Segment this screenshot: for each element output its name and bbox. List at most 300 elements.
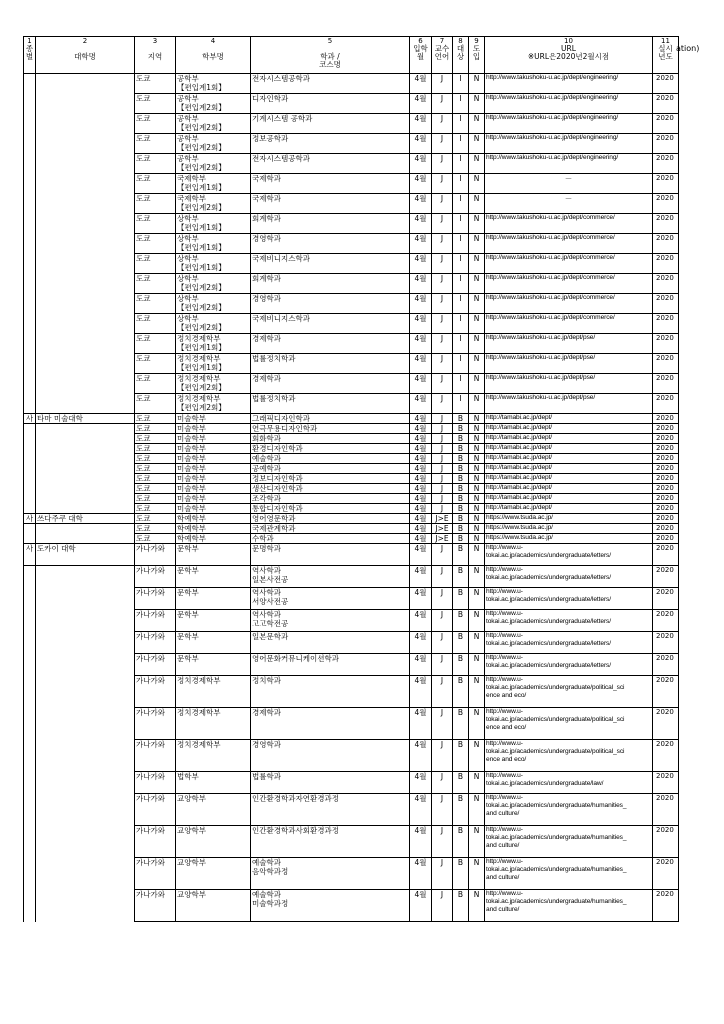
month-cell: 4월 xyxy=(410,434,432,444)
department-cell: 국제학과 xyxy=(251,194,410,214)
url-cell[interactable]: http://www.u- tokai.ac.jp/academics/undergraduate/political_sci ence and eco/ xyxy=(485,740,653,772)
type-cell xyxy=(24,484,36,494)
url-cell[interactable]: http://www.u- tokai.ac.jp/academics/undergraduate/humanities_ and culture/ xyxy=(485,890,653,922)
year-cell: 2020 xyxy=(653,610,679,632)
month-cell: 4월 xyxy=(410,194,432,214)
department-cell: 영어영문학과 xyxy=(251,514,410,524)
department-cell: 수학과 xyxy=(251,534,410,544)
intro-cell: N xyxy=(469,504,485,514)
month-cell: 4월 xyxy=(410,464,432,474)
region-cell: 도쿄 xyxy=(135,374,176,394)
intro-cell: N xyxy=(469,254,485,274)
year-cell: 2020 xyxy=(653,708,679,740)
intro-cell: N xyxy=(469,274,485,294)
month-cell: 4월 xyxy=(410,566,432,588)
university-cell xyxy=(36,588,135,610)
university-cell xyxy=(36,708,135,740)
url-cell[interactable]: http://www.u- tokai.ac.jp/academics/undergraduate/political_sci ence and eco/ xyxy=(485,676,653,708)
url-cell[interactable]: http://www.u- tokai.ac.jp/academics/undergraduate/humanities_ and culture/ xyxy=(485,794,653,826)
faculty-cell: 미술학부 xyxy=(176,494,251,504)
year-cell: 2020 xyxy=(653,858,679,890)
target-cell: I xyxy=(453,214,469,234)
region-cell: 가나가와 xyxy=(135,566,176,588)
university-cell xyxy=(36,484,135,494)
intro-cell: N xyxy=(469,794,485,826)
region-cell: 가나가와 xyxy=(135,740,176,772)
type-cell xyxy=(24,314,36,334)
language-cell: J>E xyxy=(432,534,453,544)
type-cell xyxy=(24,464,36,474)
target-cell: B xyxy=(453,474,469,484)
intro-cell: N xyxy=(469,294,485,314)
table-row xyxy=(24,444,679,454)
faculty-cell: 미술학부 xyxy=(176,414,251,424)
url-cell[interactable]: http://www.u- tokai.ac.jp/academics/undergraduate/letters/ xyxy=(485,566,653,588)
url-cell[interactable]: http://www.takushoku-u.ac.jp/dept/commerce/ xyxy=(485,314,653,334)
url-cell[interactable]: http://tamabi.ac.jp/dept/ xyxy=(485,414,653,424)
spreadsheet xyxy=(23,36,678,922)
month-cell: 4월 xyxy=(410,334,432,354)
language-cell: J xyxy=(432,174,453,194)
type-cell xyxy=(24,708,36,740)
intro-cell: N xyxy=(469,174,485,194)
university-cell xyxy=(36,610,135,632)
language-cell: J xyxy=(432,454,453,464)
region-cell: 가나가와 xyxy=(135,794,176,826)
language-cell: J xyxy=(432,394,453,414)
table-row xyxy=(24,858,679,890)
university-cell xyxy=(36,566,135,588)
type-cell xyxy=(24,654,36,676)
type-cell xyxy=(24,610,36,632)
faculty-cell: 문학부 xyxy=(176,544,251,566)
url-cell[interactable]: http://tamabi.ac.jp/dept/ xyxy=(485,424,653,434)
faculty-cell: 교양학부 xyxy=(176,826,251,858)
target-cell: B xyxy=(453,444,469,454)
type-cell xyxy=(24,794,36,826)
intro-cell: N xyxy=(469,214,485,234)
region-cell: 도쿄 xyxy=(135,354,176,374)
url-cell[interactable]: http://www.u- tokai.ac.jp/academics/undergraduate/law/ xyxy=(485,772,653,794)
type-cell xyxy=(24,234,36,254)
month-cell: 4월 xyxy=(410,826,432,858)
year-cell: 2020 xyxy=(653,504,679,514)
table-row xyxy=(24,826,679,858)
university-cell xyxy=(36,234,135,254)
month-cell: 4월 xyxy=(410,234,432,254)
department-cell: 국제비니지스학과 xyxy=(251,254,410,274)
faculty-cell: 정치경제학부 xyxy=(176,708,251,740)
region-cell: 도쿄 xyxy=(135,294,176,314)
language-cell: J xyxy=(432,708,453,740)
table-row xyxy=(24,534,679,544)
department-cell: 경제학과 xyxy=(251,708,410,740)
intro-cell: N xyxy=(469,588,485,610)
type-cell xyxy=(24,454,36,464)
region-cell: 도쿄 xyxy=(135,314,176,334)
year-cell: 2020 xyxy=(653,566,679,588)
type-cell xyxy=(24,334,36,354)
language-cell: J xyxy=(432,494,453,504)
intro-cell: N xyxy=(469,134,485,154)
url-cell[interactable]: https://www.tsuda.ac.jp/ xyxy=(485,524,653,534)
faculty-cell: 정치경제학부 xyxy=(176,740,251,772)
type-cell: 사 xyxy=(24,414,36,424)
url-cell[interactable]: http://tamabi.ac.jp/dept/ xyxy=(485,434,653,444)
department-cell: 경영학과 xyxy=(251,294,410,314)
university-cell xyxy=(36,890,135,922)
table-row xyxy=(24,414,679,424)
language-cell: J xyxy=(432,588,453,610)
year-cell: 2020 xyxy=(653,534,679,544)
region-cell: 가나가와 xyxy=(135,676,176,708)
url-cell[interactable]: http://tamabi.ac.jp/dept/ xyxy=(485,504,653,514)
intro-cell: N xyxy=(469,890,485,922)
url-cell[interactable]: http://www.u- tokai.ac.jp/academics/undergraduate/humanities_ and culture/ xyxy=(485,826,653,858)
target-cell: I xyxy=(453,74,469,94)
department-cell: 전자시스템공학과 xyxy=(251,74,410,94)
university-cell xyxy=(36,424,135,434)
url-cell[interactable]: http://www.u- tokai.ac.jp/academics/undergraduate/letters/ xyxy=(485,610,653,632)
university-cell xyxy=(36,174,135,194)
target-cell: B xyxy=(453,524,469,534)
table-row xyxy=(24,394,679,414)
url-cell[interactable]: http://www.takushoku-u.ac.jp/dept/commerce/ xyxy=(485,274,653,294)
language-cell: J xyxy=(432,504,453,514)
target-cell: B xyxy=(453,504,469,514)
col-header-intro: 9 도 입 xyxy=(469,37,485,74)
target-cell: I xyxy=(453,114,469,134)
month-cell: 4월 xyxy=(410,274,432,294)
faculty-cell: 국제학부 【편입계1회】 xyxy=(176,174,251,194)
year-cell: 2020 xyxy=(653,772,679,794)
table-body xyxy=(24,74,679,922)
university-cell xyxy=(36,454,135,464)
university-cell: 도카이 대학 xyxy=(36,544,135,566)
target-cell: I xyxy=(453,314,469,334)
university-cell xyxy=(36,524,135,534)
department-cell: 연극무용디자인학과 xyxy=(251,424,410,434)
year-cell: 2020 xyxy=(653,424,679,434)
university-cell xyxy=(36,794,135,826)
table-row xyxy=(24,484,679,494)
target-cell: B xyxy=(453,676,469,708)
url-cell[interactable]: http://tamabi.ac.jp/dept/ xyxy=(485,484,653,494)
year-cell: 2020 xyxy=(653,134,679,154)
table-row xyxy=(24,354,679,374)
url-cell[interactable]: http://www.takushoku-u.ac.jp/dept/engineering/ xyxy=(485,114,653,134)
university-cell xyxy=(36,134,135,154)
table-row xyxy=(24,154,679,174)
table-row xyxy=(24,314,679,334)
month-cell: 4월 xyxy=(410,632,432,654)
target-cell: B xyxy=(453,890,469,922)
faculty-cell: 정치경제학부 xyxy=(176,676,251,708)
year-cell: 2020 xyxy=(653,74,679,94)
overflow-text: ation) xyxy=(676,44,700,53)
table-row xyxy=(24,174,679,194)
url-cell[interactable]: http://www.u- tokai.ac.jp/academics/undergraduate/letters/ xyxy=(485,632,653,654)
intro-cell: N xyxy=(469,234,485,254)
table-row xyxy=(24,294,679,314)
target-cell: B xyxy=(453,424,469,434)
language-cell: J xyxy=(432,474,453,484)
region-cell: 도쿄 xyxy=(135,424,176,434)
url-cell[interactable]: http://tamabi.ac.jp/dept/ xyxy=(485,474,653,484)
year-cell: 2020 xyxy=(653,794,679,826)
url-cell[interactable]: http://www.takushoku-u.ac.jp/dept/commerce/ xyxy=(485,294,653,314)
university-cell xyxy=(36,474,135,484)
month-cell: 4월 xyxy=(410,454,432,464)
university-cell xyxy=(36,504,135,514)
region-cell: 도쿄 xyxy=(135,254,176,274)
url-cell[interactable]: http://tamabi.ac.jp/dept/ xyxy=(485,494,653,504)
year-cell: 2020 xyxy=(653,524,679,534)
language-cell: J xyxy=(432,424,453,434)
language-cell: J xyxy=(432,610,453,632)
url-cell[interactable]: http://www.u- tokai.ac.jp/academics/undergraduate/letters/ xyxy=(485,588,653,610)
table-row xyxy=(24,610,679,632)
faculty-cell: 정치경제학부 【편입계1회】 xyxy=(176,334,251,354)
url-cell[interactable]: http://www.takushoku-u.ac.jp/dept/pse/ xyxy=(485,394,653,414)
year-cell: 2020 xyxy=(653,826,679,858)
year-cell: 2020 xyxy=(653,174,679,194)
intro-cell: N xyxy=(469,114,485,134)
university-cell xyxy=(36,294,135,314)
month-cell: 4월 xyxy=(410,524,432,534)
col-header-month: 6 입학 월 xyxy=(410,37,432,74)
faculty-cell: 상학부 【편입계1회】 xyxy=(176,234,251,254)
target-cell: B xyxy=(453,514,469,524)
faculty-cell: 상학부 【편입계2회】 xyxy=(176,274,251,294)
department-cell: 문명학과 xyxy=(251,544,410,566)
month-cell: 4월 xyxy=(410,654,432,676)
month-cell: 4월 xyxy=(410,772,432,794)
university-cell xyxy=(36,654,135,676)
url-cell[interactable]: http://www.takushoku-u.ac.jp/dept/pse/ xyxy=(485,354,653,374)
department-cell: 영어문화커뮤니케이션학과 xyxy=(251,654,410,676)
target-cell: B xyxy=(453,494,469,504)
year-cell: 2020 xyxy=(653,274,679,294)
university-cell xyxy=(36,114,135,134)
department-cell: 전자시스템공학과 xyxy=(251,154,410,174)
faculty-cell: 미술학부 xyxy=(176,434,251,444)
language-cell: J xyxy=(432,234,453,254)
department-cell: 일본문학과 xyxy=(251,632,410,654)
url-cell[interactable]: https://www.tsuda.ac.jp/ xyxy=(485,514,653,524)
url-cell[interactable]: http://www.takushoku-u.ac.jp/dept/pse/ xyxy=(485,374,653,394)
department-cell: 인간환경학과자연환경과정 xyxy=(251,794,410,826)
table-row xyxy=(24,474,679,484)
intro-cell: N xyxy=(469,514,485,524)
table-row xyxy=(24,214,679,234)
region-cell: 도쿄 xyxy=(135,94,176,114)
department-cell: 정치학과 xyxy=(251,676,410,708)
language-cell: J xyxy=(432,194,453,214)
target-cell: B xyxy=(453,464,469,474)
type-cell xyxy=(24,194,36,214)
month-cell: 4월 xyxy=(410,474,432,484)
faculty-cell: 상학부 【편입계2회】 xyxy=(176,314,251,334)
table-row xyxy=(24,654,679,676)
university-cell xyxy=(36,334,135,354)
year-cell: 2020 xyxy=(653,740,679,772)
language-cell: J xyxy=(432,566,453,588)
faculty-cell: 학예학부 xyxy=(176,534,251,544)
url-cell[interactable]: http://tamabi.ac.jp/dept/ xyxy=(485,454,653,464)
region-cell: 가나가와 xyxy=(135,858,176,890)
department-cell: 경영학과 xyxy=(251,740,410,772)
col-header-language: 7 교수 언어 xyxy=(432,37,453,74)
language-cell: J xyxy=(432,294,453,314)
month-cell: 4월 xyxy=(410,794,432,826)
department-cell: 회화학과 xyxy=(251,434,410,444)
table-row xyxy=(24,504,679,514)
col-header-url: 10 URL ※URL은2020년2월시점 xyxy=(485,37,653,74)
month-cell: 4월 xyxy=(410,74,432,94)
region-cell: 가나가와 xyxy=(135,632,176,654)
month-cell: 4월 xyxy=(410,254,432,274)
url-cell[interactable]: http://www.u- tokai.ac.jp/academics/undergraduate/letters/ xyxy=(485,544,653,566)
month-cell: 4월 xyxy=(410,94,432,114)
language-cell: J>E xyxy=(432,514,453,524)
university-cell xyxy=(36,826,135,858)
intro-cell: N xyxy=(469,544,485,566)
intro-cell: N xyxy=(469,494,485,504)
target-cell: B xyxy=(453,454,469,464)
url-cell[interactable]: https://www.tsuda.ac.jp/ xyxy=(485,534,653,544)
region-cell: 도쿄 xyxy=(135,454,176,464)
type-cell xyxy=(24,214,36,234)
year-cell: 2020 xyxy=(653,314,679,334)
url-cell[interactable]: http://www.takushoku-u.ac.jp/dept/commerce/ xyxy=(485,254,653,274)
url-cell[interactable]: － xyxy=(485,174,653,194)
intro-cell: N xyxy=(469,154,485,174)
target-cell: I xyxy=(453,194,469,214)
url-cell[interactable]: http://www.takushoku-u.ac.jp/dept/engineering/ xyxy=(485,74,653,94)
url-cell[interactable]: http://www.takushoku-u.ac.jp/dept/pse/ xyxy=(485,334,653,354)
university-cell xyxy=(36,154,135,174)
department-cell: 생산디자인학과 xyxy=(251,484,410,494)
university-table xyxy=(23,36,679,922)
target-cell: I xyxy=(453,154,469,174)
url-cell[interactable]: － xyxy=(485,194,653,214)
region-cell: 도쿄 xyxy=(135,524,176,534)
faculty-cell: 미술학부 xyxy=(176,474,251,484)
target-cell: I xyxy=(453,274,469,294)
faculty-cell: 교양학부 xyxy=(176,858,251,890)
url-cell[interactable]: http://www.u- tokai.ac.jp/academics/undergraduate/political_sci ence and eco/ xyxy=(485,708,653,740)
type-cell xyxy=(24,394,36,414)
col-header-type: 1 종 별 xyxy=(24,37,36,74)
region-cell: 도쿄 xyxy=(135,274,176,294)
department-cell: 국제학과 xyxy=(251,174,410,194)
faculty-cell: 미술학부 xyxy=(176,454,251,464)
target-cell: B xyxy=(453,772,469,794)
language-cell: J xyxy=(432,94,453,114)
intro-cell: N xyxy=(469,740,485,772)
url-cell[interactable]: http://www.u- tokai.ac.jp/academics/undergraduate/letters/ xyxy=(485,654,653,676)
url-cell[interactable]: http://tamabi.ac.jp/dept/ xyxy=(485,464,653,474)
language-cell: J xyxy=(432,114,453,134)
department-cell: 예술학과 음악학과정 xyxy=(251,858,410,890)
faculty-cell: 문학부 xyxy=(176,610,251,632)
url-cell[interactable]: http://www.u- tokai.ac.jp/academics/undergraduate/humanities_ and culture/ xyxy=(485,858,653,890)
university-cell xyxy=(36,444,135,454)
region-cell: 도쿄 xyxy=(135,474,176,484)
table-row xyxy=(24,740,679,772)
university-cell xyxy=(36,254,135,274)
faculty-cell: 문학부 xyxy=(176,566,251,588)
type-cell xyxy=(24,740,36,772)
region-cell: 도쿄 xyxy=(135,114,176,134)
type-cell xyxy=(24,134,36,154)
table-row xyxy=(24,676,679,708)
region-cell: 도쿄 xyxy=(135,234,176,254)
month-cell: 4월 xyxy=(410,708,432,740)
department-cell: 정보공학과 xyxy=(251,134,410,154)
university-cell xyxy=(36,314,135,334)
type-cell: 사 xyxy=(24,514,36,524)
table-row xyxy=(24,74,679,94)
faculty-cell: 미술학부 xyxy=(176,504,251,514)
url-cell[interactable]: http://tamabi.ac.jp/dept/ xyxy=(485,444,653,454)
url-cell[interactable]: http://www.takushoku-u.ac.jp/dept/commerce/ xyxy=(485,234,653,254)
department-cell: 디자인학과 xyxy=(251,94,410,114)
url-cell[interactable]: http://www.takushoku-u.ac.jp/dept/engineering/ xyxy=(485,154,653,174)
target-cell: I xyxy=(453,294,469,314)
region-cell: 가나가와 xyxy=(135,708,176,740)
table-row xyxy=(24,524,679,534)
type-cell xyxy=(24,826,36,858)
language-cell: J xyxy=(432,374,453,394)
university-cell xyxy=(36,772,135,794)
year-cell: 2020 xyxy=(653,194,679,214)
intro-cell: N xyxy=(469,434,485,444)
month-cell: 4월 xyxy=(410,858,432,890)
url-cell[interactable]: http://www.takushoku-u.ac.jp/dept/commerce/ xyxy=(485,214,653,234)
department-cell: 회계학과 xyxy=(251,274,410,294)
year-cell: 2020 xyxy=(653,494,679,504)
year-cell: 2020 xyxy=(653,632,679,654)
university-cell xyxy=(36,858,135,890)
header-row xyxy=(24,37,679,74)
table-row xyxy=(24,454,679,464)
department-cell: 법률정치학과 xyxy=(251,394,410,414)
type-cell xyxy=(24,494,36,504)
target-cell: B xyxy=(453,794,469,826)
department-cell: 국제비니지스학과 xyxy=(251,314,410,334)
url-cell[interactable]: http://www.takushoku-u.ac.jp/dept/engineering/ xyxy=(485,94,653,114)
url-cell[interactable]: http://www.takushoku-u.ac.jp/dept/engineering/ xyxy=(485,134,653,154)
region-cell: 도쿄 xyxy=(135,334,176,354)
department-cell: 예술학과 xyxy=(251,454,410,464)
language-cell: J xyxy=(432,314,453,334)
region-cell: 도쿄 xyxy=(135,444,176,454)
year-cell: 2020 xyxy=(653,890,679,922)
language-cell: J xyxy=(432,214,453,234)
language-cell: J xyxy=(432,444,453,454)
month-cell: 4월 xyxy=(410,154,432,174)
type-cell xyxy=(24,114,36,134)
intro-cell: N xyxy=(469,632,485,654)
department-cell: 인간환경학과사회환경과정 xyxy=(251,826,410,858)
intro-cell: N xyxy=(469,74,485,94)
intro-cell: N xyxy=(469,858,485,890)
faculty-cell: 문학부 xyxy=(176,588,251,610)
faculty-cell: 국제학부 【편입계2회】 xyxy=(176,194,251,214)
month-cell: 4월 xyxy=(410,314,432,334)
